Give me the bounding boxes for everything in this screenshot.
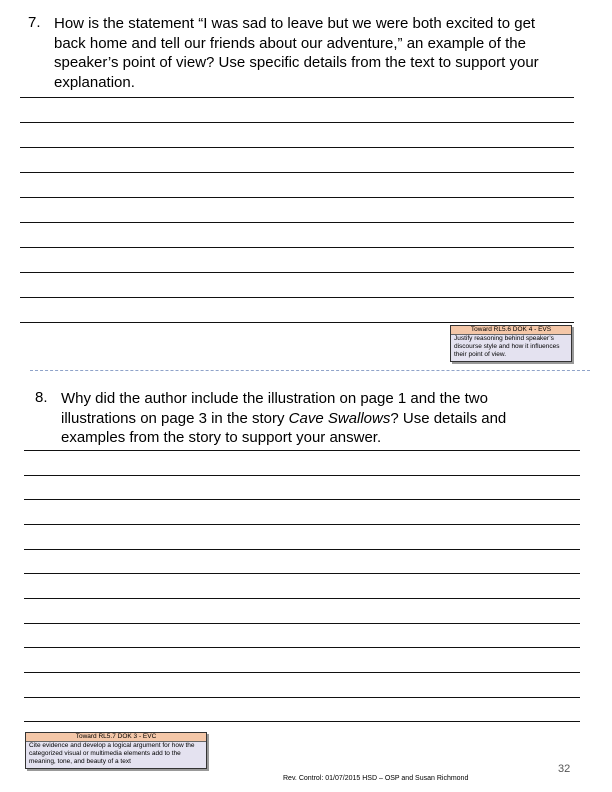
answer-line[interactable] xyxy=(20,97,574,98)
standard-box-q8 xyxy=(25,732,207,769)
answer-line[interactable] xyxy=(20,322,574,323)
question-7-text: How is the statement “I was sad to leave but we were both excited to get back home and tell our friends about our adventure,” an example of the speaker’s point of view? Use specific details from the text to support your explanation. xyxy=(54,15,539,91)
answer-line[interactable] xyxy=(24,475,580,476)
answer-line[interactable] xyxy=(24,598,580,599)
standard-description-q7: Justify reasoning behind speaker’s discourse style and how it influences their point of view. xyxy=(451,335,571,361)
standard-description-q8: Cite evidence and develop a logical argument for how the categorized visual or multimedia elements add to the meaning, tone, and beauty of a text xyxy=(26,742,206,768)
answer-line[interactable] xyxy=(20,247,574,248)
story-title: Cave Swallows xyxy=(288,409,391,427)
answer-line[interactable] xyxy=(24,549,580,550)
question-8-text-end: ? Use details and examples from the story to support your answer. xyxy=(61,409,507,446)
standard-header-q7: Toward RL5.6 DOK 4 - EVS xyxy=(451,326,571,335)
question-8-number: 8. xyxy=(35,389,48,406)
page-number: 32 xyxy=(558,763,571,775)
answer-line[interactable] xyxy=(20,172,574,173)
answer-line[interactable] xyxy=(24,573,580,574)
answer-line[interactable] xyxy=(20,272,574,273)
question-8-text xyxy=(61,389,531,448)
standard-box-q7 xyxy=(450,325,572,362)
answer-line[interactable] xyxy=(20,197,574,198)
question-8-text-start: Why did the author include the illustration on page 1 and the two illustrations on page 3 in the story xyxy=(61,390,488,427)
question-7-number: 7. xyxy=(28,14,41,31)
answer-line[interactable] xyxy=(20,122,574,123)
section-divider xyxy=(30,370,590,371)
answer-line[interactable] xyxy=(24,450,580,451)
answer-line[interactable] xyxy=(24,697,580,698)
answer-line[interactable] xyxy=(24,524,580,525)
answer-line[interactable] xyxy=(24,499,580,500)
answer-line[interactable] xyxy=(20,222,574,223)
answer-line[interactable] xyxy=(20,147,574,148)
answer-line[interactable] xyxy=(24,672,580,673)
revision-control: Rev. Control: 01/07/2015 HSD – OSP and Susan Richmond xyxy=(283,775,469,782)
standard-header-q8: Toward RL5.7 DOK 3 - EVC xyxy=(26,733,206,742)
answer-line[interactable] xyxy=(24,647,580,648)
answer-line[interactable] xyxy=(24,721,580,722)
answer-line[interactable] xyxy=(24,623,580,624)
answer-line[interactable] xyxy=(20,297,574,298)
